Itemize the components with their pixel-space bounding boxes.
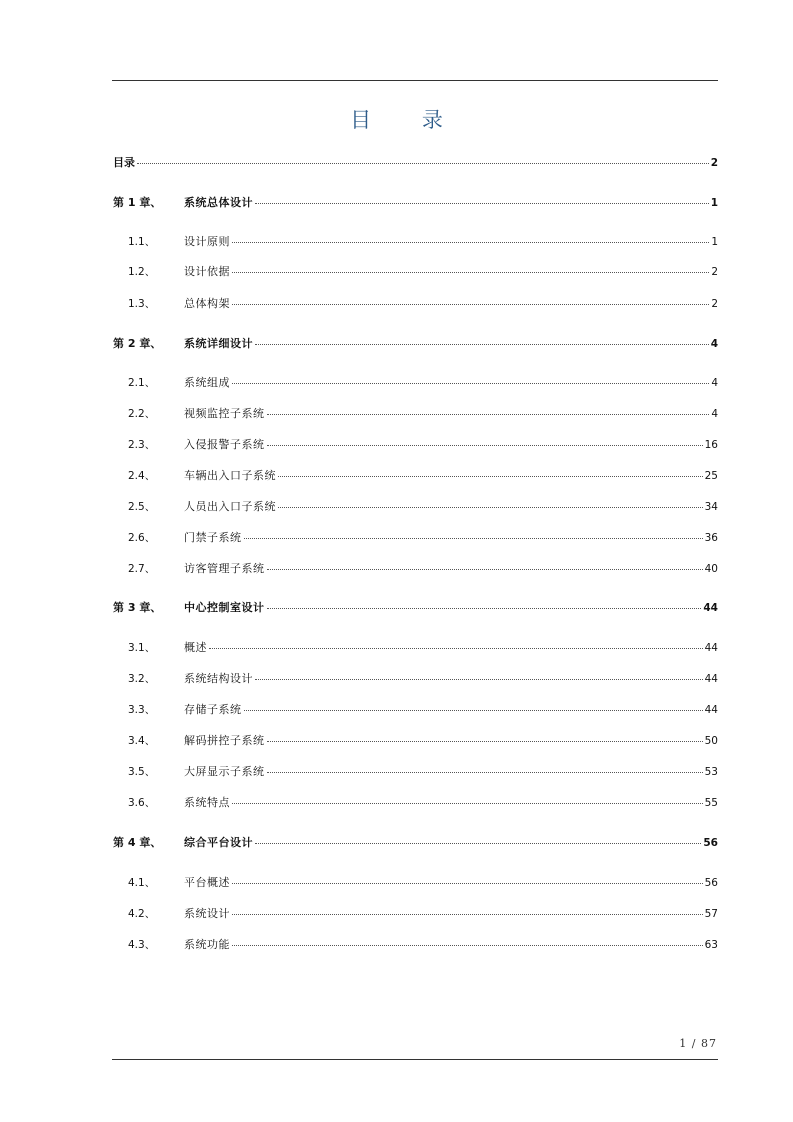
toc-dot-leader <box>244 710 703 711</box>
toc-dot-leader <box>267 569 703 570</box>
toc-entry-number: 1.3、 <box>128 298 156 310</box>
toc-entry-number: 4.3、 <box>128 939 156 951</box>
toc-entry-label: 系统总体设计 <box>184 196 253 209</box>
toc-dot-leader <box>255 679 703 680</box>
toc-section-entry[interactable] <box>128 530 718 546</box>
toc-entry-number: 第 2 章、 <box>113 337 162 350</box>
toc-dot-leader <box>232 383 709 384</box>
toc-section-entry[interactable] <box>128 764 718 780</box>
toc-entry-page-number: 57 <box>704 908 718 920</box>
toc-entry-label: 视频监控子系统 <box>184 407 265 420</box>
toc-entry-label: 总体构架 <box>184 297 230 310</box>
toc-chapter-entry[interactable] <box>113 600 718 616</box>
toc-section-entry[interactable] <box>128 561 718 577</box>
toc-entry-page-number: 44 <box>704 704 718 716</box>
toc-entry-number: 3.6、 <box>128 797 156 809</box>
toc-entry-label: 车辆出入口子系统 <box>184 469 276 482</box>
toc-chapter-entry[interactable] <box>113 195 718 211</box>
toc-section-entry[interactable] <box>128 499 718 515</box>
toc-entry-page-number: 44 <box>704 673 718 685</box>
toc-entry-page-number: 56 <box>703 837 718 849</box>
footer-rule <box>112 1059 718 1060</box>
toc-entry-page-number: 4 <box>710 338 718 350</box>
toc-dot-leader <box>137 163 709 164</box>
toc-entry-number: 2.6、 <box>128 532 156 544</box>
toc-entry-page-number: 2 <box>710 157 718 169</box>
toc-dot-leader <box>267 608 702 609</box>
toc-section-entry[interactable] <box>128 937 718 953</box>
toc-entry-number: 第 4 章、 <box>113 836 162 849</box>
toc-dot-leader <box>232 242 709 243</box>
toc-entry-label: 系统详细设计 <box>184 337 253 350</box>
page-indicator: 1 / 87 <box>679 1037 717 1050</box>
toc-entry-label: 概述 <box>184 641 207 654</box>
toc-entry-label: 人员出入口子系统 <box>184 500 276 513</box>
toc-entry-label: 中心控制室设计 <box>184 601 265 614</box>
toc-entry-page-number: 44 <box>703 602 718 614</box>
toc-entry-page-number: 4 <box>711 377 718 389</box>
toc-entry-page-number: 1 <box>710 197 718 209</box>
toc-dot-leader <box>255 843 701 844</box>
toc-entry-label: 门禁子系统 <box>184 531 242 544</box>
toc-entry-page-number: 36 <box>704 532 718 544</box>
toc-entry-page-number: 2 <box>711 298 718 310</box>
toc-entry-page-number: 44 <box>704 642 718 654</box>
toc-entry-number: 3.5、 <box>128 766 156 778</box>
toc-entry-label: 目录 <box>113 156 135 169</box>
toc-dot-leader <box>232 272 709 273</box>
toc-entry-page-number: 55 <box>704 797 718 809</box>
toc-dot-leader <box>267 445 703 446</box>
toc-entry-number: 3.1、 <box>128 642 156 654</box>
toc-entry-page-number: 34 <box>704 501 718 513</box>
toc-entry-number: 2.3、 <box>128 439 156 451</box>
toc-dot-leader <box>244 538 703 539</box>
header-rule <box>112 80 718 81</box>
toc-section-entry[interactable] <box>128 468 718 484</box>
toc-entry-page-number: 2 <box>711 266 718 278</box>
toc-entry-page-number: 56 <box>704 877 718 889</box>
toc-entry-page-number: 25 <box>704 470 718 482</box>
toc-section-entry[interactable] <box>128 733 718 749</box>
toc-dot-leader <box>255 344 709 345</box>
toc-entry-number: 4.2、 <box>128 908 156 920</box>
toc-chapter-entry[interactable] <box>113 336 718 352</box>
toc-section-entry[interactable] <box>128 875 718 891</box>
toc-dot-leader <box>232 945 703 946</box>
toc-section-entry[interactable] <box>128 795 718 811</box>
toc-dot-leader <box>267 414 710 415</box>
toc-entry-number: 2.1、 <box>128 377 156 389</box>
toc-entry-label: 入侵报警子系统 <box>184 438 265 451</box>
page-title: 目 录 <box>350 108 465 132</box>
toc-entry-number: 3.2、 <box>128 673 156 685</box>
toc-section-entry[interactable] <box>128 406 718 422</box>
toc-entry-label: 平台概述 <box>184 876 230 889</box>
toc-entry-label: 设计原则 <box>184 235 230 248</box>
toc-entry-page-number: 16 <box>704 439 718 451</box>
toc-section-entry[interactable] <box>128 264 718 280</box>
toc-entry-page-number: 40 <box>704 563 718 575</box>
toc-section-entry[interactable] <box>128 296 718 312</box>
toc-entry-page-number: 63 <box>704 939 718 951</box>
toc-entry-label: 设计依据 <box>184 265 230 278</box>
toc-entry-label: 大屏显示子系统 <box>184 765 265 778</box>
toc-dot-leader <box>278 507 703 508</box>
toc-entry-label: 访客管理子系统 <box>184 562 265 575</box>
toc-entry-number: 3.3、 <box>128 704 156 716</box>
toc-section-entry[interactable] <box>128 702 718 718</box>
toc-chapter-entry[interactable] <box>113 835 718 851</box>
toc-entry-number: 第 1 章、 <box>113 196 162 209</box>
toc-entry-number: 2.7、 <box>128 563 156 575</box>
toc-section-entry[interactable] <box>128 640 718 656</box>
toc-entry-number: 2.2、 <box>128 408 156 420</box>
toc-entry-number: 1.2、 <box>128 266 156 278</box>
toc-entry-number: 第 3 章、 <box>113 601 162 614</box>
toc-entry-number: 3.4、 <box>128 735 156 747</box>
toc-section-entry[interactable] <box>128 906 718 922</box>
toc-entry-number: 2.5、 <box>128 501 156 513</box>
toc-entry-label: 系统组成 <box>184 376 230 389</box>
toc-dot-leader <box>232 883 703 884</box>
toc-entry-page-number: 53 <box>704 766 718 778</box>
toc-section-entry[interactable] <box>128 234 718 250</box>
toc-dot-leader <box>209 648 703 649</box>
toc-entry-number: 2.4、 <box>128 470 156 482</box>
toc-dot-leader <box>255 203 709 204</box>
toc-dot-leader <box>267 772 703 773</box>
toc-section-entry[interactable] <box>128 437 718 453</box>
toc-dot-leader <box>267 741 703 742</box>
toc-entry-label: 系统功能 <box>184 938 230 951</box>
toc-entry-label: 系统特点 <box>184 796 230 809</box>
toc-dot-leader <box>232 914 703 915</box>
toc-entry-page-number: 1 <box>711 236 718 248</box>
toc-chapter-entry[interactable] <box>113 155 718 171</box>
toc-entry-number: 1.1、 <box>128 236 156 248</box>
toc-dot-leader <box>232 803 703 804</box>
toc-entry-page-number: 4 <box>711 408 718 420</box>
toc-entry-label: 解码拼控子系统 <box>184 734 265 747</box>
toc-entry-label: 系统结构设计 <box>184 672 253 685</box>
toc-entry-label: 系统设计 <box>184 907 230 920</box>
toc-section-entry[interactable] <box>128 671 718 687</box>
toc-entry-label: 综合平台设计 <box>184 836 253 849</box>
toc-entry-label: 存储子系统 <box>184 703 242 716</box>
toc-entry-page-number: 50 <box>704 735 718 747</box>
toc-dot-leader <box>232 304 709 305</box>
toc-entry-number: 4.1、 <box>128 877 156 889</box>
toc-section-entry[interactable] <box>128 375 718 391</box>
toc-dot-leader <box>278 476 703 477</box>
